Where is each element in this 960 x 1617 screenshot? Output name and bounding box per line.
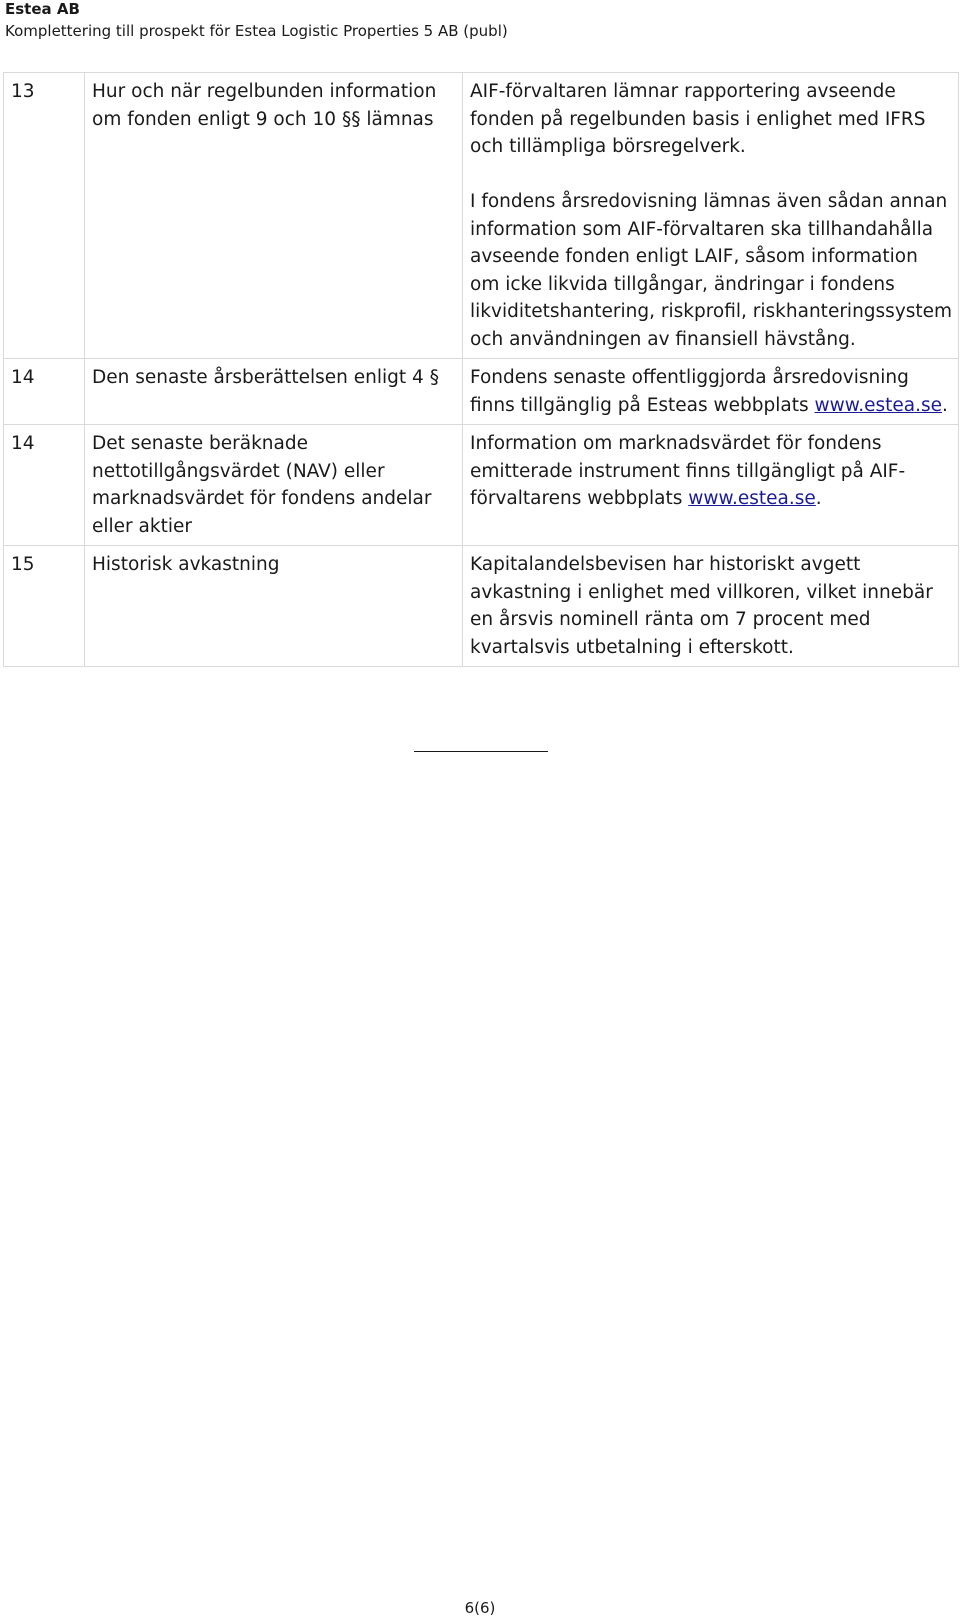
row-number: 15 bbox=[4, 546, 85, 667]
answer-suffix: . bbox=[815, 488, 822, 509]
company-name: Estea AB bbox=[5, 0, 80, 18]
end-separator-line bbox=[414, 751, 548, 752]
website-link[interactable]: www.estea.se bbox=[688, 488, 816, 509]
row-answer: Kapitalandelsbevisen har historiskt avgett avkastning i enlighet med villkoren, vilket innebär en årsvis nominell ränta om 7 procent med kvartalsvis utbetalning i efterskott. bbox=[463, 546, 959, 667]
row-number: 13 bbox=[4, 73, 85, 359]
website-link[interactable]: www.estea.se bbox=[814, 394, 942, 416]
page-number: 6(6) bbox=[464, 1599, 496, 1617]
row-answer bbox=[463, 359, 959, 425]
answer-text: Fondens senaste offentliggjorda årsredovisning finns tillgänglig på Esteas webbplats bbox=[470, 367, 909, 416]
row-answer bbox=[463, 73, 959, 359]
document-subtitle: Komplettering till prospekt för Estea Logistic Properties 5 AB (publ) bbox=[5, 22, 508, 40]
table-row bbox=[4, 73, 959, 359]
answer-text: Information om marknadsvärdet för fondens emitterade instrument finns tillgängligt på AIF-förvaltarens webbplats bbox=[470, 433, 906, 509]
row-number: 14 bbox=[4, 425, 85, 546]
row-answer bbox=[463, 425, 959, 546]
answer-suffix: . bbox=[942, 394, 948, 416]
row-question: Den senaste årsberättelsen enligt 4 § bbox=[85, 359, 463, 425]
row-question: Hur och när regelbunden information om fonden enligt 9 och 10 §§ lämnas bbox=[85, 73, 463, 359]
page-header bbox=[5, 0, 508, 40]
row-number: 14 bbox=[4, 359, 85, 425]
information-table bbox=[3, 72, 959, 667]
table-row bbox=[4, 546, 959, 667]
table-row bbox=[4, 425, 959, 546]
table-row bbox=[4, 359, 959, 425]
row-question: Historisk avkastning bbox=[85, 546, 463, 667]
row-question: Det senaste beräknade nettotillgångsvärdet (NAV) eller marknadsvärdet för fondens andelar eller aktier bbox=[85, 425, 463, 546]
answer-paragraph: I fondens årsredovisning lämnas även sådan annan information som AIF-förvaltaren ska tillhandahålla avseende fonden enligt LAIF, såsom information om icke likvida tillgångar, ändringar i fondens likviditetshantering, riskprofil, riskhanteringssystem och användningen av finansiell hävstång. bbox=[470, 191, 953, 350]
answer-paragraph: AIF-förvaltaren lämnar rapportering avseende fonden på regelbunden basis i enlighet med IFRS och tillämpliga börsregelverk. bbox=[470, 81, 926, 157]
